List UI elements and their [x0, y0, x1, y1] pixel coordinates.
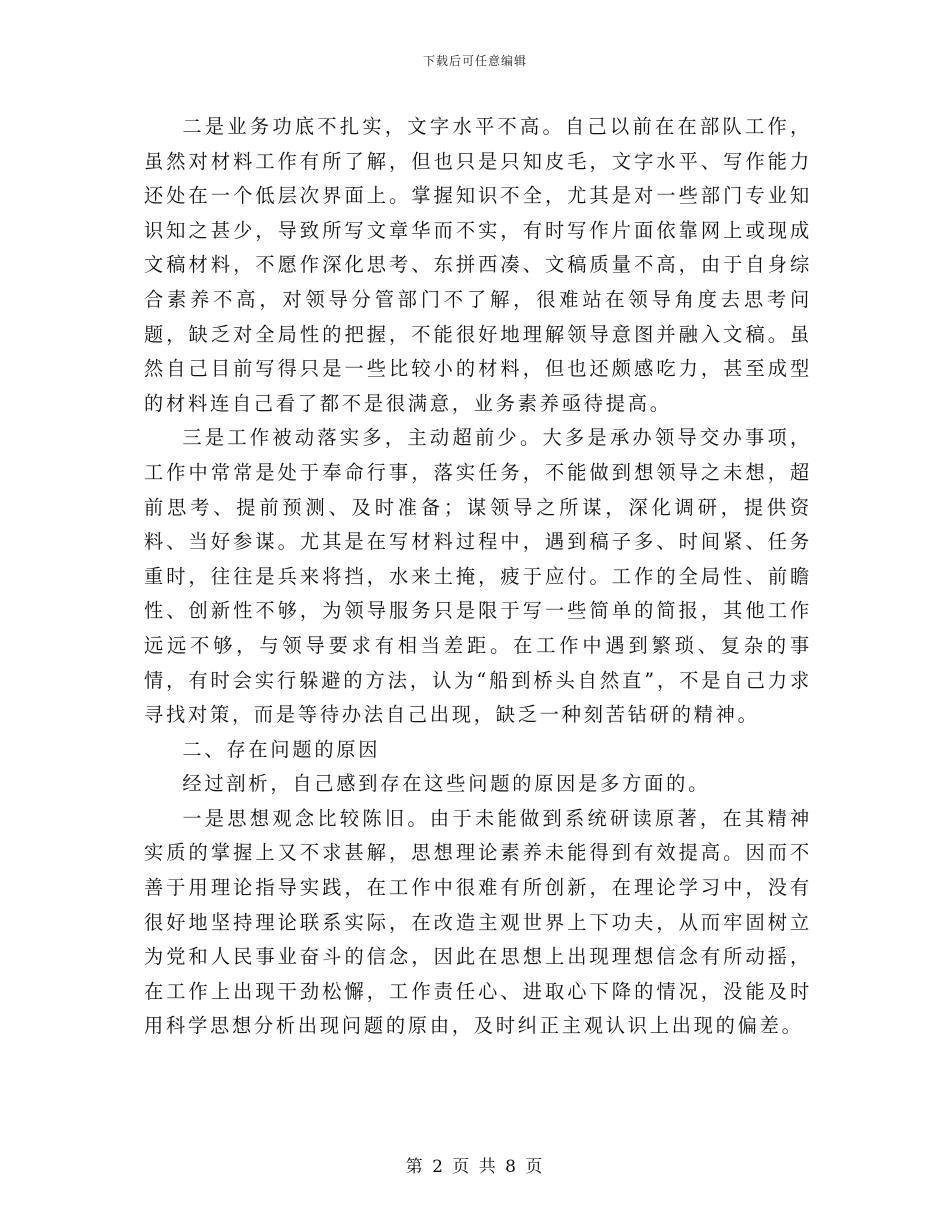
page-number: 第 2 页 共 8 页: [405, 1157, 545, 1177]
section-heading-causes: 二、存在问题的原因: [182, 737, 381, 761]
paragraph-passive-work: 三是工作被动落实多，主动超前少。大多是承办领导交办事项，工作中常常是处于奉命行事，落实任务，不能做到想领导之未想，超前思考、提前预测、及时准备；谋领导之所谋，深化调研，提供资料、当好参谋。尤其是在写材料过程中，遇到稿子多、时间紧、任务重时，往往是兵来将挡，水来土掩，疲于应付。工作的全局性、前瞻性、创新性不够，为领导服务只是限于写一些简单的简报，其他工作远远不够，与领导要求有相当差距。在工作中遇到繁琐、复杂的事情，有时会实行躲避的方法，认为“船到桥头自然直”，不是自己力求寻找对策，而是等待办法自己出现，缺乏一种刻苦钻研的精神。: [144, 426, 812, 727]
paragraph-analysis-intro: 经过剖析，自己感到存在这些问题的原因是多方面的。: [182, 772, 711, 796]
paragraph-business-skills: 二是业务功底不扎实，文字水平不高。自己以前在在部队工作，虽然对材料工作有所了解，但也只是只知皮毛，文字水平、写作能力还处在一个低层次界面上。掌握知识不全，尤其是对一些部门专业知识知之甚少，导致所写文章华而不实，有时写作片面依靠网上或现成文稿材料，不愿作深化思考、东拼西凑、文稿质量不高，由于自身综合素养不高，对领导分管部门不了解，很难站在领导角度去思考问题，缺乏对全局性的把握，不能很好地理解领导意图并融入文稿。虽然自己目前写得只是一些比较小的材料，但也还颇感吃力，甚至成型的材料连自己看了都不是很满意，业务素养亟待提高。: [144, 115, 812, 415]
document-body: [144, 110, 812, 1044]
page-header: 下载后可任意编辑: [422, 54, 527, 68]
paragraph-outdated-thinking: 一是思想观念比较陈旧。由于未能做到系统研读原著，在其精神实质的掌握上又不求甚解，思想理论素养未能得到有效提高。因而不善于用理论指导实践，在工作中很难有所创新，在理论学习中，没有很好地坚持理论联系实际，在改造主观世界上下功夫，从而牢固树立为党和人民事业奋斗的信念，因此在思想上出现理想信念有所动摇，在工作上出现干劲松懈，工作责任心、进取心下降的情况，没能及时用科学思想分析出现问题的原由，及时纠正主观认识上出现的偏差。: [144, 806, 812, 1038]
